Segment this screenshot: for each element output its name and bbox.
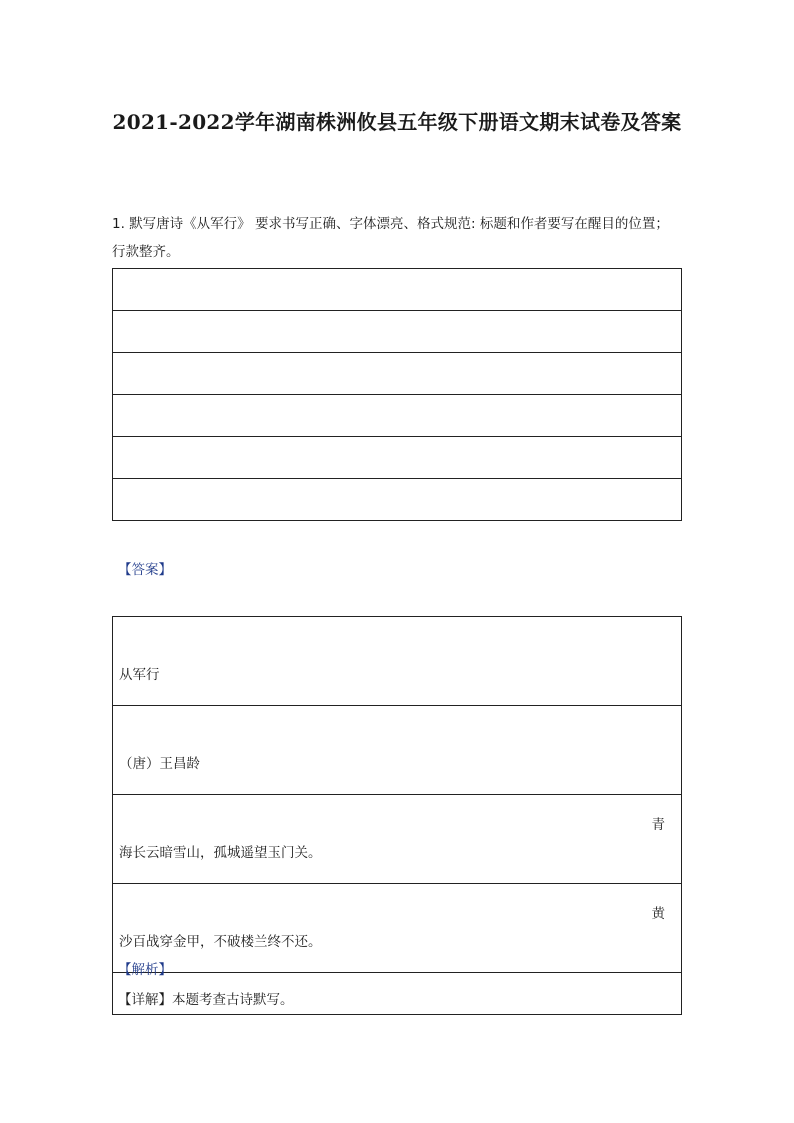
blank-row [113,269,682,311]
blank-writing-grid [112,268,682,521]
blank-row [113,437,682,479]
answer-row [113,706,682,795]
document-title: 2021-2022学年湖南株洲攸县五年级下册语文期末试卷及答案 [112,110,682,134]
answer-row-right-char: 黄 [651,906,665,922]
answer-row-text: 海长云暗雪山，孤城遥望玉门关。 [119,845,322,861]
question-text: 默写唐诗《从军行》 要求书写正确、字体漂亮、格式规范: 标题和作者要写在醒目的位置；行款整齐。 [112,216,669,260]
detail-text: 本题考查古诗默写。 [172,992,294,1008]
answer-row [113,884,682,973]
question-1 [112,210,682,266]
answer-row [113,617,682,706]
answer-row-text: 从军行 [119,667,160,683]
analysis-label: 【解析】 [118,962,172,978]
answer-label: 【答案】 [118,562,172,578]
detail-label: 【详解】 [118,992,172,1008]
answer-row-right-char: 青 [651,817,665,833]
answer-row [113,795,682,884]
blank-row [113,311,682,353]
answer-row-text: 沙百战穿金甲，不破楼兰终不还。 [119,934,322,950]
blank-row [113,479,682,521]
answer-row-text: （唐）王昌龄 [119,756,200,772]
question-number: 1. [112,216,125,232]
answer-grid [112,616,682,1015]
blank-row [113,353,682,395]
detail-line [118,988,294,1008]
blank-row [113,395,682,437]
